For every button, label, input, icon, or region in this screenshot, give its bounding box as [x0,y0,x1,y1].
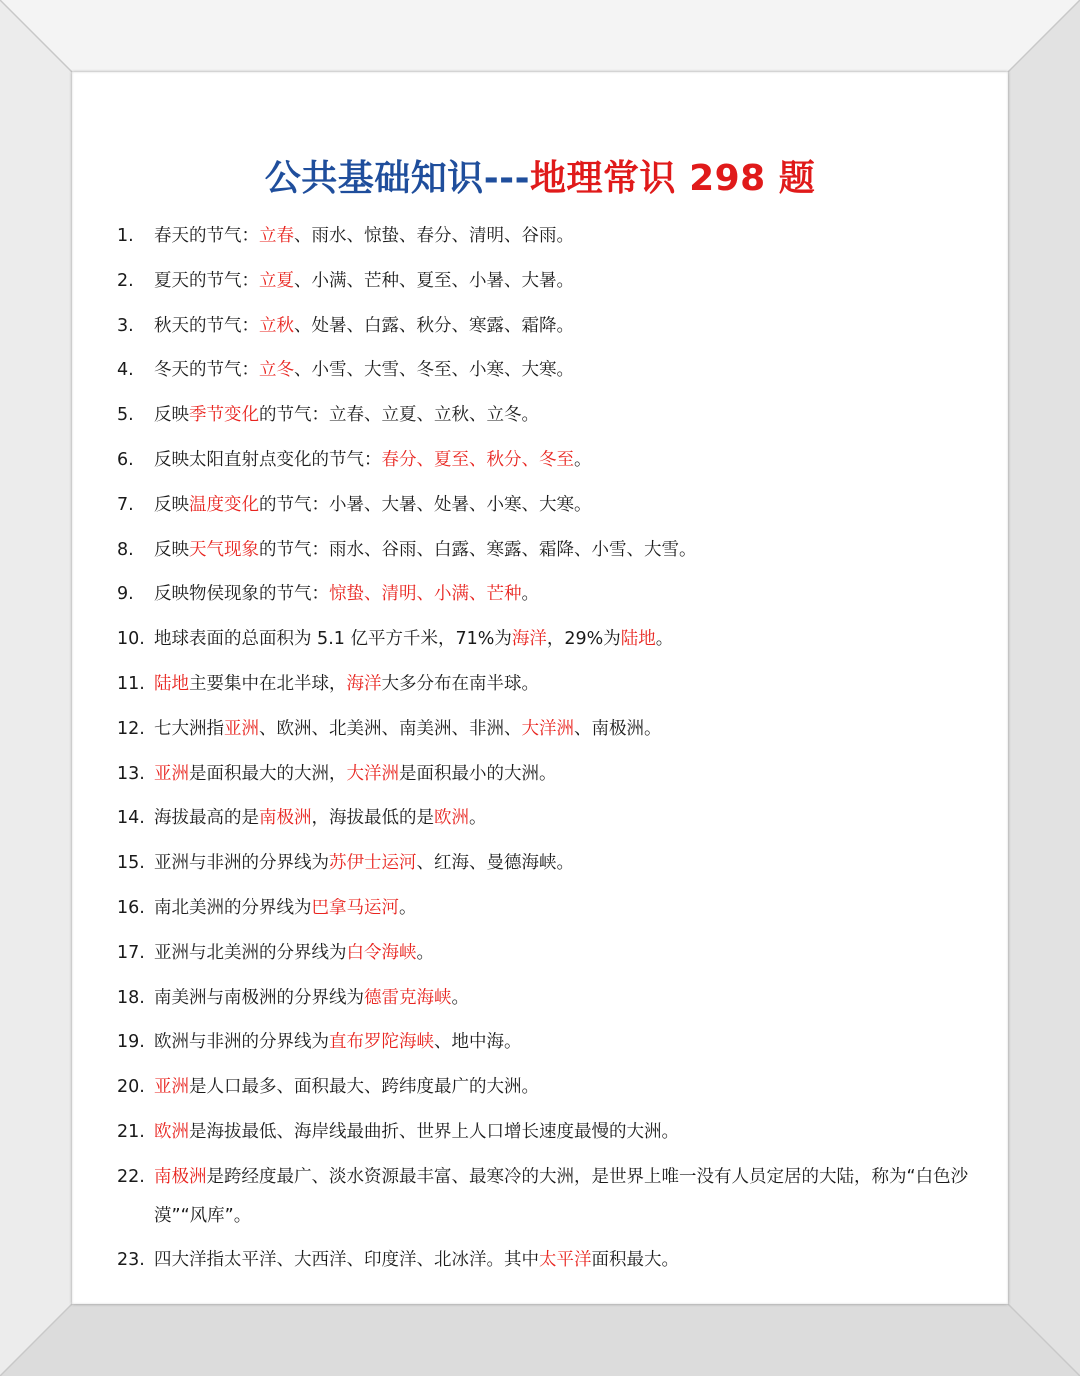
item-text: 的节气：雨水、谷雨、白露、寒露、霜降、小雪、大雪。 [259,539,697,560]
item-text: 主要集中在北半球， [189,673,347,694]
highlight-text: 春分、夏至、秋分、冬至 [381,449,574,470]
highlight-text: 德雷克海峡 [364,987,452,1008]
item-text: 。 [399,897,417,918]
item-text: 四大洋指太平洋、大西洋、印度洋、北冰洋。其中 [154,1249,539,1270]
item-number: 20. [117,1077,145,1098]
title-part-red: 地理常识 298 题 [530,158,816,199]
item-text: 春天的节气： [154,226,259,246]
item-text: 七大洲指 [154,718,224,739]
list-item [117,1158,977,1241]
item-number: 17. [117,942,145,963]
item-text: 反映 [154,405,189,426]
item-number: 23. [117,1249,145,1270]
item-text: 的节气：立春、立夏、立秋、立冬。 [259,405,539,426]
list-item [117,486,977,531]
highlight-text: 天气现象 [189,539,259,560]
item-text: 。 [416,942,434,963]
item-text: 夏天的节气： [154,270,259,291]
list-item [117,351,977,396]
item-text: 反映 [154,494,189,515]
list-item [117,531,977,576]
list-item [117,934,977,979]
item-text: 、处暑、白露、秋分、寒露、霜降。 [294,315,574,336]
page-title [72,150,1008,201]
item-text: 是海拔最低、海岸线最曲折、世界上人口增长速度最慢的大洲。 [189,1121,679,1142]
highlight-text: 温度变化 [189,494,259,515]
item-text: 地球表面的总面积为 5.1 亿平方千米，71%为 [154,629,512,650]
highlight-text: 南极洲 [154,1166,207,1187]
list-item [117,396,977,441]
document-page [72,72,1008,1304]
item-text: 是跨经度最广、淡水资源最丰富、最寒冷的大洲，是世界上唯一没有人员定居的大陆，称为“白色沙漠”“风库”。 [154,1166,969,1226]
highlight-text: 季节变化 [189,405,259,426]
item-number: 22. [117,1166,145,1187]
list-item [117,844,977,889]
highlight-text: 白令海峡 [346,942,417,963]
list-item [117,441,977,486]
item-number: 6. [117,449,134,470]
list-item [117,262,977,307]
highlight-text: 亚洲 [154,1077,189,1098]
list-item [117,889,977,934]
list-item [117,217,977,262]
highlight-text: 直布罗陀海峡 [329,1032,434,1053]
item-text: 、欧洲、北美洲、南美洲、非洲、 [259,718,522,739]
list-item [117,979,977,1024]
item-number: 16. [117,897,145,918]
item-text: 秋天的节气： [154,315,259,336]
item-number: 19. [117,1032,145,1053]
list-item [117,1068,977,1113]
item-number: 8. [117,539,134,560]
item-text: 反映物侯现象的节气： [154,584,329,605]
item-text: 、小雪、大雪、冬至、小寒、大寒。 [294,360,574,381]
highlight-text: 苏伊士运河 [329,853,417,874]
item-text: 面积最大。 [591,1249,679,1270]
highlight-text: 惊蛰、清明、小满、芒种 [329,584,522,605]
list-item [117,799,977,844]
item-text: 反映太阳直射点变化的节气： [154,449,382,470]
item-number: 12. [117,718,145,739]
list-item [117,575,977,620]
item-text: 欧洲与非洲的分界线为 [154,1032,329,1053]
item-text: ，海拔最低的是 [311,808,434,829]
highlight-text: 欧洲 [434,808,469,829]
item-text: 、雨水、惊蛰、春分、清明、谷雨。 [294,226,574,246]
item-number: 7. [117,494,134,515]
item-text: 冬天的节气： [154,360,259,381]
item-text: 、南极洲。 [574,718,662,739]
item-number: 9. [117,584,134,605]
item-text: 亚洲与北美洲的分界线为 [154,942,347,963]
item-text: 反映 [154,539,189,560]
item-text: 亚洲与非洲的分界线为 [154,853,329,874]
item-text: 大多分布在南半球。 [381,673,539,694]
item-number: 5. [117,405,134,426]
item-text: 、小满、芒种、夏至、小暑、大暑。 [294,270,574,291]
list-item [117,620,977,665]
highlight-text: 欧洲 [154,1121,189,1142]
title-part-blue: 公共基础知识--- [264,158,531,199]
list-item [117,1241,977,1286]
list-item [117,307,977,352]
item-text: 。 [521,584,539,605]
highlight-text: 海洋 [511,629,547,650]
item-text: 。 [451,987,469,1008]
item-number: 1. [117,226,134,246]
highlight-text: 陆地 [620,629,656,650]
item-text: 南北美洲的分界线为 [154,897,312,918]
list-item [117,1113,977,1158]
item-number: 4. [117,360,134,381]
item-number: 21. [117,1121,145,1142]
item-number: 13. [117,763,145,784]
item-text: 南美洲与南极洲的分界线为 [154,987,364,1008]
highlight-text: 陆地 [154,673,189,694]
highlight-text: 立秋 [259,315,294,336]
highlight-text: 巴拿马运河 [311,897,399,918]
highlight-text: 大洋洲 [346,763,399,784]
highlight-text: 南极洲 [259,808,312,829]
item-text: 。 [655,629,674,650]
item-number: 11. [117,673,145,694]
item-text: 。 [469,808,487,829]
highlight-text: 立夏 [259,270,294,291]
highlight-text: 太平洋 [539,1249,592,1270]
highlight-text: 立春 [259,226,294,246]
item-number: 14. [117,808,145,829]
item-text: 、红海、曼德海峡。 [416,853,574,874]
item-number: 10. [117,629,145,650]
question-list [117,217,977,1286]
item-text: ，29%为 [546,629,621,650]
highlight-text: 海洋 [346,673,382,694]
list-item [117,1023,977,1068]
item-number: 3. [117,315,134,336]
item-text: 的节气：小暑、大暑、处暑、小寒、大寒。 [259,494,592,515]
item-text: 。 [574,449,592,470]
item-number: 18. [117,987,145,1008]
list-item [117,665,977,710]
item-text: 、地中海。 [434,1032,522,1053]
item-text: 是面积最小的大洲。 [399,763,557,784]
item-number: 15. [117,853,145,874]
item-number: 2. [117,270,134,291]
highlight-text: 亚洲 [224,718,259,739]
highlight-text: 立冬 [259,360,294,381]
item-text: 是面积最大的大洲， [189,763,347,784]
highlight-text: 大洋洲 [521,718,574,739]
item-text: 是人口最多、面积最大、跨纬度最广的大洲。 [189,1077,539,1098]
list-item [117,710,977,755]
item-text: 海拔最高的是 [154,808,259,829]
highlight-text: 亚洲 [154,763,189,784]
list-item [117,755,977,800]
